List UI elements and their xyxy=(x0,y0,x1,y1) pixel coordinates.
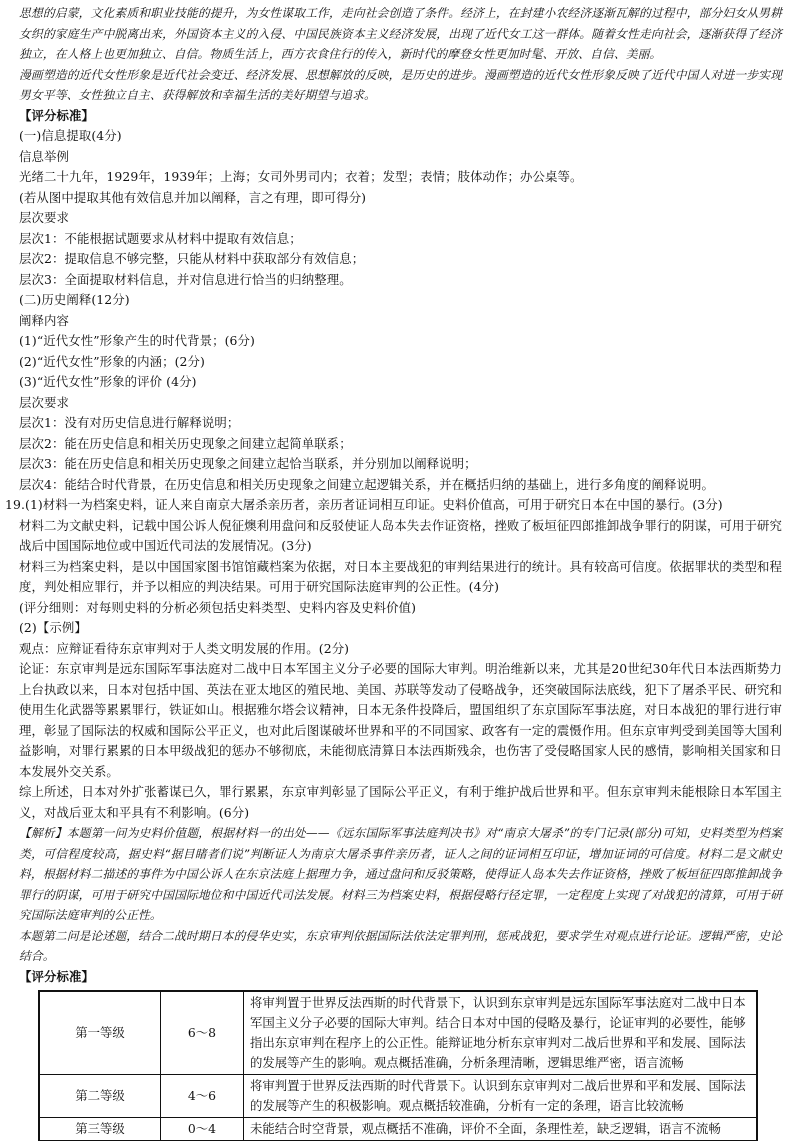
paragraph: 漫画塑造的近代女性形象是近代社会变迁、经济发展、思想解放的反映，是历史的进步。漫画塑造的近代女性形象反映了近代中国人对进一步实现男女平等、女性独立自主、获得解放和幸福生活的美好期望与追求。 xyxy=(19,67,782,102)
paragraph: (评分细则：对每则史料的分析必须包括史料类型、史料内容及史料价值) xyxy=(19,599,417,615)
rubric-level: 第一等级 xyxy=(40,992,161,1075)
paragraph: 层次1：不能根据试题要求从材料中提取有效信息； xyxy=(19,230,302,246)
paragraph: (一)信息提取(4分) xyxy=(19,128,122,143)
paragraph: 层次4：能结合时代背景，在历史信息和相关历史现象之间建立起逻辑关系，并在概括归纳的基础上，进行多角度的阐释说明。 xyxy=(19,476,714,492)
rubric-row xyxy=(40,992,757,1075)
paragraph: 层次2：提取信息不够完整，只能从材料中获取部分有效信息； xyxy=(19,251,365,266)
paragraph: 层次3：能在历史信息和相关历史现象之间建立起恰当联系，并分别加以阐释说明； xyxy=(19,456,477,471)
paragraph: (3)“近代女性”形象的评价 (4分) xyxy=(19,374,197,389)
paragraph: 层次1：没有对历史信息进行解释说明； xyxy=(19,415,240,430)
analysis-paragraph: 【解析】本题第一问为史料价值题，根据材料一的出处——《远东国际军事法庭判决书》对“南京大屠杀”的专门记录(部分)可知，史料类型为档案类，可信程度较高，据史料“据目睹者们说”判断证人为南京大屠杀事件亲历者，证人之间的证词相互印证，增加证词的可信度。材料二是文献史料，根据材料二描述的事件为中国公诉人在东京法庭上据理力争，通过盘问和反驳策略，使得证人岛本失去作证资格，挫败了板垣征四郎推卸战争罪行的阴谋，可用于研究中国国际地位和中国近代司法发展。材料三为档案史料，根据侵略行径定罪，一定程度上实现了对战犯的清算，可用于研究国际法庭审判的公正性。 xyxy=(19,826,782,922)
section-heading: 【评分标准】 xyxy=(19,107,94,123)
rubric-level: 第二等级 xyxy=(40,1075,161,1118)
paragraph: 观点：应辩证看待东京审判对于人类文明发展的作用。(2分) xyxy=(19,640,350,656)
paragraph: 层次要求 xyxy=(19,394,69,410)
paragraph: 信息举例 xyxy=(19,148,69,164)
rubric-level: 第三等级 xyxy=(40,1118,161,1141)
paragraph: (2)“近代女性”形象的内涵；(2分) xyxy=(19,353,205,369)
rubric-description: 未能结合时空背景，观点概括不准确，评价不全面，条理性差，缺乏逻辑，语言不流畅 xyxy=(244,1118,757,1141)
rubric-score: 0～4 xyxy=(161,1118,244,1141)
paragraph: 材料三为档案史料，是以中国国家图书馆馆藏档案为依据，对日本主要战犯的审判结果进行的统计。具有较高可信度。依据罪状的类型和程度，判处相应罪行，并予以相应的判决结果。可用于研究国际法庭审判的公正性。(4分) xyxy=(19,558,782,594)
rubric-table xyxy=(39,991,757,1141)
paragraph: (1)“近代女性”形象产生的时代背景；(6分) xyxy=(19,333,255,348)
paragraph: 综上所述，日本对外扩张蓄谋已久，罪行累累，东京审判彰显了国际公平正义，有利于维护战后世界和平。但东京审判未能根除日本军国主义，对战后亚太和平具有不利影响。(6分) xyxy=(19,784,782,820)
rubric-score: 6～8 xyxy=(161,992,244,1075)
rubric-description: 将审判置于世界反法西斯的时代背景下，认识到东京审判是远东国际军事法庭对二战中日本军国主义分子必要的国际大审判。结合日本对中国的侵略及暴行，论证审判的必要性，能够指出东京审判在程序上的公正性。能辩证地分析东京审判对二战后世界和平和发展、国际法的发展等产生的影响。观点概括准确，分析条理清晰，逻辑思维严密，语言流畅 xyxy=(244,992,757,1075)
analysis-paragraph: 本题第二问是论述题，结合二战时期日本的侵华史实，东京审判依据国际法依法定罪判刑，惩戒战犯，要求学生对观点进行论证。逻辑严密，史论结合。 xyxy=(19,928,782,963)
rubric-description: 将审判置于世界反法西斯的时代背景下。认识到东京审判对二战后世界和平和发展、国际法的发展等产生的积极影响。观点概括较准确，分析有一定的条理，语言比较流畅 xyxy=(244,1075,757,1118)
paragraph: 思想的启蒙，文化素质和职业技能的提升，为女性谋取工作，走向社会创造了条件。经济上，在封建小农经济逐渐瓦解的过程中，部分妇女从男耕女织的家庭生产中脱离出来，外国资本主义的入侵、中国民族资本主义经济发展，出现了近代女工这一群体。随着女性走向社会，逐渐获得了经济独立，在人格上也更加独立、自信。物质生活上，西方衣食住行的传入，新时代的摩登女性更加时髦、开放、自信、美丽。 xyxy=(19,6,782,61)
paragraph: (2)【示例】 xyxy=(19,620,87,635)
paragraph: 层次3：全面提取材料信息，并对信息进行恰当的归纳整理。 xyxy=(19,271,352,287)
paragraph: (二)历史阐释(12分) xyxy=(19,292,130,307)
paragraph: 层次要求 xyxy=(19,210,69,225)
question-19-answer: 19.(1)材料一为档案史料，证人来自南京大屠杀亲历者，亲历者证词相互印证。史料价值高，可用于研究日本在中国的暴行。(3分) xyxy=(5,497,723,512)
paragraph: (若从图中提取其他有效信息并加以阐释，言之有理，即可得分) xyxy=(19,189,367,205)
section-heading: 【评分标准】 xyxy=(19,968,94,984)
paragraph: 论证：东京审判是远东国际军事法庭对二战中日本军国主义分子必要的国际大审判。明治维新以来，尤其是20世纪30年代日本法西斯势力上台执政以来，日本对包括中国、英法在亚太地区的殖民地、美国、苏联等发动了侵略战争，还突破国际法底线，犯下了屠杀平民、研究和使用生化武器等累累罪行，铁证如山。根据雅尔塔会议精神，日本无条件投降后，盟国组织了东京国际军事法庭，对日本战犯的罪行进行审理，彰显了国际法的权威和国际公平正义，也对此后图谋破坏世界和平的不同国家、政客有一定的震慑作用。但东京审判受到美国等大国利益影响，对罪行累累的日本甲级战犯的惩办不够彻底，未能彻底清算日本法西斯残余，也伤害了受侵略国家人民的感情，影响相关国家和日本发展外交关系。 xyxy=(19,661,782,779)
rubric-score: 4～6 xyxy=(161,1075,244,1118)
rubric-row xyxy=(40,1118,757,1141)
paragraph: 阐释内容 xyxy=(19,312,69,328)
paragraph: 材料二为文献史料，记载中国公诉人倪征燠利用盘问和反驳使证人岛本失去作证资格，挫败了板垣征四郎推卸战争罪行的阴谋，可用于研究战后中国国际地位或中国近代司法的发展情况。(3分) xyxy=(19,517,782,553)
paragraph: 光绪二十九年，1929年，1939年；上海；女司外男司内；衣着；发型；表情；肢体动作；办公桌等。 xyxy=(19,169,583,184)
paragraph: 层次2：能在历史信息和相关历史现象之间建立起简单联系； xyxy=(19,435,352,451)
rubric-row xyxy=(40,1075,757,1118)
answer-body xyxy=(5,3,782,987)
